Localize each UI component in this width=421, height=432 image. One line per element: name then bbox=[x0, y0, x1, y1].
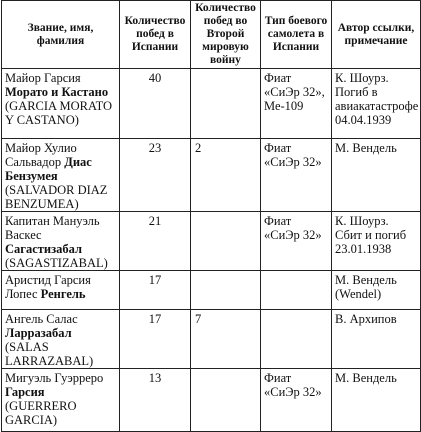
pilot-latin-name: (SAGASTIZABAL) bbox=[5, 256, 108, 270]
pilot-name-cell bbox=[2, 310, 120, 369]
note-cell: К. Шоурз. Сбит и погиб 23.01.1938 bbox=[332, 212, 421, 271]
ww2-victories-cell bbox=[191, 369, 261, 432]
note-cell: М. Вендель bbox=[332, 139, 421, 212]
ww2-victories-cell bbox=[191, 271, 261, 310]
pilot-name-cell bbox=[2, 69, 120, 139]
table-row bbox=[2, 69, 421, 139]
header-aircraft-type: Тип боевого самолета в Испании bbox=[261, 1, 332, 69]
spain-victories-cell: 17 bbox=[120, 271, 191, 310]
spain-victories-cell: 40 bbox=[120, 69, 191, 139]
ww2-victories-cell bbox=[191, 69, 261, 139]
aircraft-type-cell: Фиат «СиЭр 32», Ме-109 bbox=[261, 69, 332, 139]
pilot-surname: Ларразабал bbox=[5, 326, 72, 340]
ww2-victories-cell: 2 bbox=[191, 139, 261, 212]
header-name: Звание, имя, фамилия bbox=[2, 1, 120, 69]
table-row bbox=[2, 369, 421, 432]
aces-table bbox=[1, 0, 421, 432]
pilot-surname: Ренгель bbox=[40, 287, 86, 301]
pilot-name-cell bbox=[2, 369, 120, 432]
table-row bbox=[2, 212, 421, 271]
pilot-latin-name: (SALAS LARRAZABAL) bbox=[5, 340, 94, 368]
header-ww2-victories: Количество побед во Второй мировую войну bbox=[191, 1, 261, 69]
ww2-victories-cell bbox=[191, 212, 261, 271]
pilot-rank-name: Ангель Салас bbox=[5, 312, 78, 326]
aircraft-type-cell bbox=[261, 310, 332, 369]
aircraft-type-cell: Фиат «СиЭр 32» bbox=[261, 139, 332, 212]
pilot-surname: Сагастизабал bbox=[5, 242, 82, 256]
pilot-name-cell bbox=[2, 271, 120, 310]
pilot-latin-name: (GUERRERO GARCIA) bbox=[5, 399, 77, 427]
table-row bbox=[2, 271, 421, 310]
pilot-rank-name: Капитан Мануэль Васкес bbox=[5, 214, 100, 242]
pilot-latin-name: (SALVADOR DIAZ BENZUMEA) bbox=[5, 183, 108, 211]
pilot-name-cell bbox=[2, 212, 120, 271]
aircraft-type-cell: Фиат «СиЭр 32» bbox=[261, 369, 332, 432]
aircraft-type-cell: Фиат «СиЭр 32» bbox=[261, 212, 332, 271]
spain-victories-cell: 21 bbox=[120, 212, 191, 271]
note-cell: В. Архипов bbox=[332, 310, 421, 369]
pilot-surname: Диас Бензумея bbox=[5, 155, 92, 183]
note-cell: К. Шоурз. Погиб в авиакатастрофе 04.04.1939 bbox=[332, 69, 421, 139]
spain-victories-cell: 23 bbox=[120, 139, 191, 212]
table-header-row bbox=[2, 1, 421, 69]
spain-victories-cell: 17 bbox=[120, 310, 191, 369]
pilot-rank-name: Мигуэль Гуэрреро bbox=[5, 371, 104, 385]
header-author-note: Автор ссылки, примечание bbox=[332, 1, 421, 69]
pilot-rank-name: Майор Хулио Сальвадор bbox=[5, 141, 77, 169]
pilot-surname: Морато и Кастано bbox=[5, 85, 109, 99]
pilot-surname: Гарсия bbox=[5, 385, 45, 399]
note-cell: М. Вендель (Wendel) bbox=[332, 271, 421, 310]
table-row bbox=[2, 310, 421, 369]
ww2-victories-cell: 7 bbox=[191, 310, 261, 369]
aircraft-type-cell bbox=[261, 271, 332, 310]
spain-victories-cell: 13 bbox=[120, 369, 191, 432]
table-row bbox=[2, 139, 421, 212]
header-spain-victories: Количество побед в Испании bbox=[120, 1, 191, 69]
pilot-latin-name: (GARCIA MORATO Y CASTANO) bbox=[5, 99, 113, 127]
pilot-rank-name: Майор Гарсия bbox=[5, 71, 81, 85]
pilot-name-cell bbox=[2, 139, 120, 212]
note-cell: М. Вендель bbox=[332, 369, 421, 432]
pilot-rank-name: Аристид Гарсия Лопес bbox=[5, 273, 91, 301]
